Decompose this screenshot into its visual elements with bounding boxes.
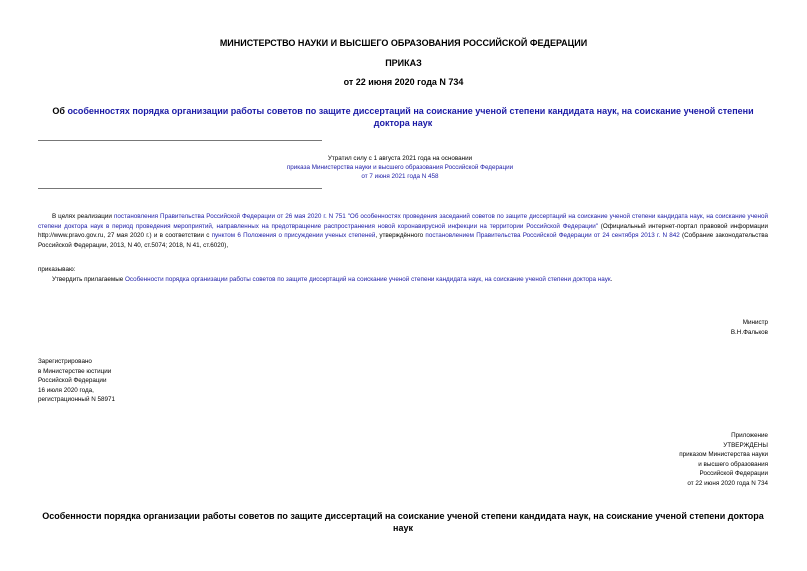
appendix-line-6: от 22 июня 2020 года N 734 [687, 479, 768, 487]
registration-line-1: Зарегистрировано [38, 358, 92, 365]
link-resolution-842[interactable]: постановлением Правительства Российской Федерации от 24 сентября 2013 г. N 842 [425, 232, 680, 239]
doc-type-heading: ПРИКАЗ [385, 58, 422, 68]
document-title [38, 105, 768, 129]
expired-note-link-order[interactable]: приказа Министерства науки и высшего образования Российской Федерации [286, 164, 514, 171]
expired-note [230, 154, 570, 181]
approve-link[interactable]: Особенности порядка организации работы советов по защите диссертаций на соискание ученой степени кандидата наук, на соискание ученой степени доктора наук [125, 276, 611, 283]
expired-note-link-date[interactable]: от 7 июня 2021 года N 458 [361, 173, 439, 180]
appendix-line-3: приказом Министерства науки [679, 451, 768, 458]
preamble-text-4: (Собрание законодательства Российской Федерации, 2013, N 40, ст.5074; 2018, N 41, ст.6020), [38, 232, 768, 249]
preamble-text-1: В целях реализации [52, 213, 114, 220]
appendix-block [679, 431, 768, 488]
preamble-text-3: , утверждённого [375, 232, 426, 239]
registration-line-3: Российской Федерации [38, 377, 107, 384]
signature-name: В.Н.Фальков [730, 328, 768, 336]
link-resolution-751[interactable]: постановления Правительства Российской Федерации от 26 мая 2020 г. N 751 "Об особенностях проведения заседаний советов по защите диссертаций на соискание ученой степени кандидата наук, на соискание ученой степени доктора наук в период проведения мероприятий, направленных на предотвращение распространения новой коронавирусной инфекции на территории Российской Федерации" [38, 213, 768, 230]
link-clause-6[interactable]: пунктом 6 Положения о присуждении ученых степеней [211, 232, 376, 239]
expired-note-text: Утратил силу с 1 августа 2021 года на основании [327, 155, 473, 162]
appendix-line-1: Приложение [731, 432, 768, 439]
approve-paragraph [52, 276, 772, 283]
registration-block [38, 357, 115, 405]
appendix-title: Особенности порядка организации работы советов по защите диссертаций на соискание ученой степени кандидата наук, на соискание ученой степени доктора наук [42, 511, 764, 533]
registration-line-5: регистрационный N 58971 [38, 396, 116, 403]
divider-bottom [38, 188, 322, 189]
title-link[interactable]: особенностях порядка организации работы советов по защите диссертаций на соискание ученой степени кандидата наук, на соискание ученой степени доктора наук [67, 106, 754, 128]
order-word: приказываю: [38, 266, 76, 273]
approve-end: . [610, 276, 613, 283]
appendix-line-2: УТВЕРЖДЕНЫ [723, 441, 768, 449]
doc-date-number: от 22 июня 2020 года N 734 [343, 77, 464, 87]
ministry-heading: МИНИСТЕРСТВО НАУКИ И ВЫСШЕГО ОБРАЗОВАНИЯ РОССИЙСКОЙ ФЕДЕРАЦИИ [219, 38, 588, 48]
approve-text: Утвердить прилагаемые [52, 276, 125, 283]
preamble-paragraph [38, 212, 768, 250]
signature-block [731, 318, 768, 337]
title-prefix: Об [52, 106, 68, 116]
appendix-line-5: Российской Федерации [699, 470, 768, 477]
divider-top [38, 140, 322, 141]
appendix-line-4: и высшего образования [698, 460, 768, 468]
signature-position: Министр [742, 319, 768, 326]
preamble-text-2: (Официальный интернет-портал правовой информации http://www.pravo.gov.ru, 27 мая 2020 г.) и в соответствии с [38, 222, 769, 239]
registration-line-2: в Министерстве юстиции [38, 367, 112, 375]
registration-line-4: 16 июля 2020 года, [38, 386, 94, 394]
